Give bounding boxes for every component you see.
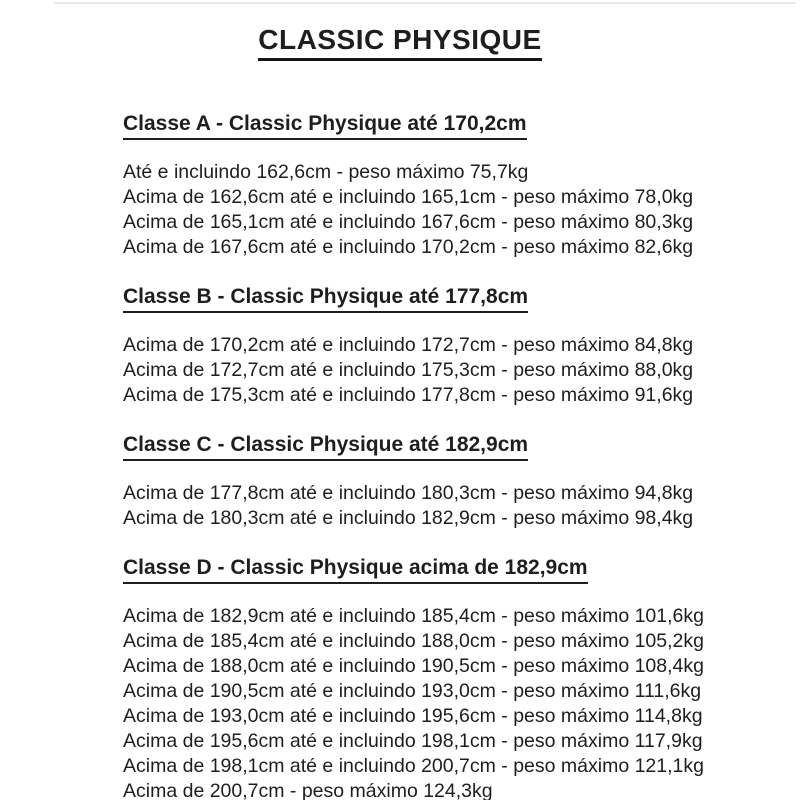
weight-rule-line: Acima de 188,0cm até e incluindo 190,5cm - peso máximo 108,4kg [123, 655, 704, 677]
section-classe-a [123, 111, 770, 260]
section-classe-a-lines [123, 160, 770, 260]
weight-rule-line: Acima de 180,3cm até e incluindo 182,9cm - peso máximo 98,4kg [123, 507, 694, 529]
section-classe-c-heading-text: Classe C - Classic Physique até 182,9cm [123, 432, 528, 461]
section-classe-a-heading [123, 111, 770, 140]
weight-rule-line: Acima de 200,7cm - peso máximo 124,3kg [123, 780, 493, 800]
weight-rule-line: Acima de 193,0cm até e incluindo 195,6cm - peso máximo 114,8kg [123, 705, 703, 727]
section-classe-c-lines [123, 481, 770, 531]
section-classe-b-heading [123, 284, 770, 313]
weight-rule-line: Acima de 198,1cm até e incluindo 200,7cm - peso máximo 121,1kg [123, 755, 704, 777]
weight-rule-line: Acima de 172,7cm até e incluindo 175,3cm - peso máximo 88,0kg [123, 359, 694, 381]
section-classe-a-heading-text: Classe A - Classic Physique até 170,2cm [123, 111, 527, 140]
weight-rule-line: Acima de 185,4cm até e incluindo 188,0cm - peso máximo 105,2kg [123, 630, 704, 652]
section-classe-d [123, 555, 770, 800]
weight-rule-line: Até e incluindo 162,6cm - peso máximo 75,7kg [123, 161, 529, 183]
section-classe-d-lines [123, 604, 770, 800]
section-classe-b [123, 284, 770, 408]
weight-rule-line: Acima de 190,5cm até e incluindo 193,0cm - peso máximo 111,6kg [123, 680, 702, 702]
section-classe-b-lines [123, 333, 770, 408]
top-divider [54, 2, 796, 4]
weight-rule-line: Acima de 177,8cm até e incluindo 180,3cm - peso máximo 94,8kg [123, 482, 694, 504]
weight-rule-line: Acima de 195,6cm até e incluindo 198,1cm - peso máximo 117,9kg [123, 730, 703, 752]
page-title-text: CLASSIC PHYSIQUE [258, 24, 541, 61]
weight-rule-line: Acima de 165,1cm até e incluindo 167,6cm - peso máximo 80,3kg [123, 211, 694, 233]
weight-rule-line: Acima de 182,9cm até e incluindo 185,4cm - peso máximo 101,6kg [123, 605, 704, 627]
weight-rule-line: Acima de 162,6cm até e incluindo 165,1cm - peso máximo 78,0kg [123, 186, 694, 208]
page-title [0, 24, 800, 61]
section-classe-c [123, 432, 770, 531]
weight-rule-line: Acima de 167,6cm até e incluindo 170,2cm - peso máximo 82,6kg [123, 236, 694, 258]
section-classe-d-heading-text: Classe D - Classic Physique acima de 182,9cm [123, 555, 588, 584]
section-classe-d-heading [123, 555, 770, 584]
weight-rule-line: Acima de 175,3cm até e incluindo 177,8cm - peso máximo 91,6kg [123, 384, 694, 406]
document-body [0, 111, 800, 800]
section-classe-c-heading [123, 432, 770, 461]
weight-rule-line: Acima de 170,2cm até e incluindo 172,7cm - peso máximo 84,8kg [123, 334, 694, 356]
section-classe-b-heading-text: Classe B - Classic Physique até 177,8cm [123, 284, 528, 313]
